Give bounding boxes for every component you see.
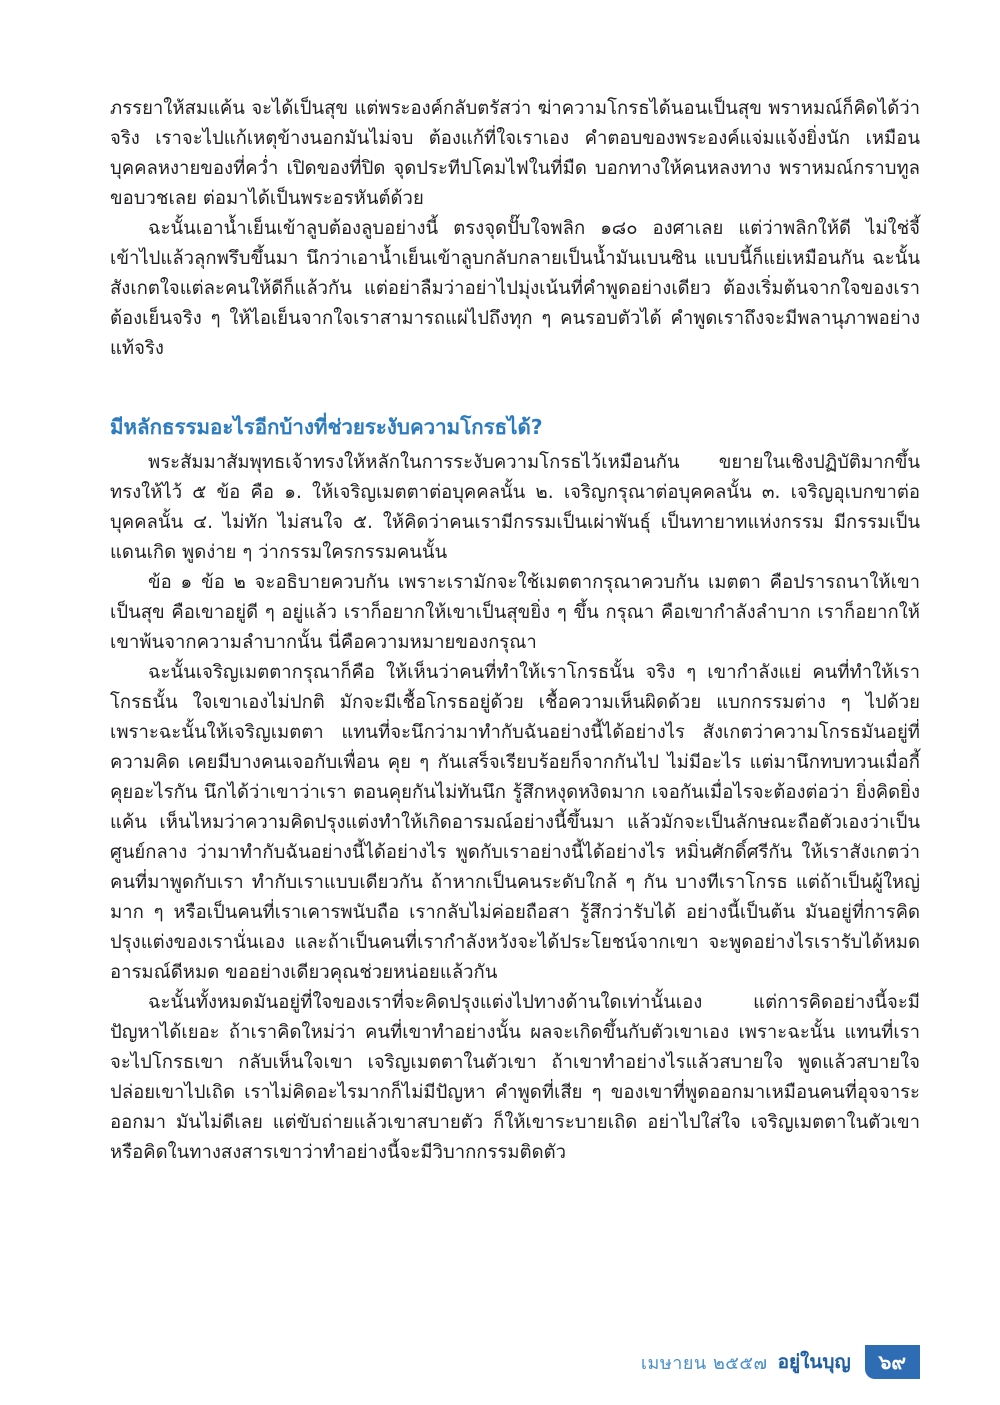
- page-footer: [641, 1342, 920, 1382]
- paragraph-intro-2: ฉะนั้นเอาน้ำเย็นเข้าลูบต้องลูบอย่างนี้ ตรงจุดปั๊บใจพลิก ๑๘๐ องศาเลย แต่ว่าพลิกให้ดี ไม่ใช่จี้เข้าไปแล้วลุกพรึบขึ้นมา นึกว่าเอาน้ำเย็นเข้าลูบกลับกลายเป็นน้ำมันเบนซิน แบบนี้ก็แย่เหมือนกัน ฉะนั้นสังเกตใจแต่ละคนให้ดีก็แล้วกัน แต่อย่าลืมว่าอย่าไปมุ่งเน้นที่คำพูดอย่างเดียว ต้องเริ่มต้นจากใจของเราต้องเย็นจริง ๆ ให้ไอเย็นจากใจเราสามารถแผ่ไปถึงทุก ๆ คนรอบตัวได้ คำพูดเราถึงจะมีพลานุภาพอย่างแท้จริง: [110, 218, 920, 359]
- paragraph-body-4: ฉะนั้นทั้งหมดมันอยู่ที่ใจของเราที่จะคิดปรุงแต่งไปทางด้านใดเท่านั้นเอง แต่การคิดอย่างนี้จะมีปัญหาได้เยอะ ถ้าเราคิดใหม่ว่า คนที่เขาทำอย่างนั้น ผลจะเกิดขึ้นกับตัวเขาเอง เพราะฉะนั้น แทนที่เราจะไปโกรธเขา กลับเห็นใจเขา เจริญเมตตาในตัวเขา ถ้าเขาทำอย่างไรแล้วสบายใจ พูดแล้วสบายใจ ปล่อยเขาไปเถิด เราไม่คิดอะไรมากก็ไม่มีปัญหา คำพูดที่เสีย ๆ ของเขาที่พูดออกมาเหมือนคนที่อุจจาระออกมา มันไม่ดีเลย แต่ขับถ่ายแล้วเขาสบายตัว ก็ให้เขาระบายเถิด อย่าไปใส่ใจ เจริญเมตตาในตัวเขา หรือคิดในทางสงสารเขาว่าทำอย่างนี้จะมีวิบากกรรมติดตัว: [110, 992, 920, 1163]
- page-number-badge: ๖๙: [865, 1345, 920, 1379]
- paragraph-body-1: พระสัมมาสัมพุทธเจ้าทรงให้หลักในการระงับความโกรธไว้เหมือนกัน ขยายในเชิงปฏิบัติมากขึ้น ทรงให้ไว้ ๕ ข้อ คือ ๑. ให้เจริญเมตตาต่อบุคคลนั้น ๒. เจริญกรุณาต่อบุคคลนั้น ๓. เจริญอุเบกขาต่อบุคคลนั้น ๔. ไม่ทัก ไม่สนใจ ๕. ให้คิดว่าคนเรามีกรรมเป็นเผ่าพันธุ์ เป็นทายาทแห่งกรรม มีกรรมเป็นแดนเกิด พูดง่าย ๆ ว่ากรรมใครกรรมคนนั้น: [110, 452, 920, 563]
- footer-magazine-title: อยู่ในบุญ: [777, 1351, 851, 1373]
- paragraph-body-3: ฉะนั้นเจริญเมตตากรุณาก็คือ ให้เห็นว่าคนที่ทำให้เราโกรธนั้น จริง ๆ เขากำลังแย่ คนที่ทำให้เราโกรธนั้น ใจเขาเองไม่ปกติ มักจะมีเชื้อโกรธอยู่ด้วย เชื้อความเห็นผิดด้วย แบกกรรมต่าง ๆ ไปด้วย เพราะฉะนั้นให้เจริญเมตตา แทนที่จะนึกว่ามาทำกับฉันอย่างนี้ได้อย่างไร สังเกตว่าความโกรธมันอยู่ที่ความคิด เคยมีบางคนเจอกับเพื่อน คุย ๆ กันเสร็จเรียบร้อยก็จากกันไป ไม่มีอะไร แต่มานึกทบทวนเมื่อกี้คุยอะไรกัน นึกได้ว่าเขาว่าเรา ตอนคุยกันไม่ทันนึก รู้สึกหงุดหงิดมาก เจอกันเมื่อไรจะต้องต่อว่า ยิ่งคิดยิ่งแค้น เห็นไหมว่าความคิดปรุงแต่งทำให้เกิดอารมณ์อย่างนี้ขึ้นมา แล้วมักจะเป็นลักษณะถือตัวเองว่าเป็นศูนย์กลาง ว่ามาทำกับฉันอย่างนี้ได้อย่างไร พูดกับเราอย่างนี้ได้อย่างไร หมิ่นศักดิ์ศรีกัน ให้เราสังเกตว่าคนที่มาพูดกับเรา ทำกับเราแบบเดียวกัน ถ้าหากเป็นคนระดับใกล้ ๆ กัน บางทีเราโกรธ แต่ถ้าเป็นผู้ใหญ่มาก ๆ หรือเป็นคนที่เราเคารพนับถือ เรากลับไม่ค่อยถือสา รู้สึกว่ารับได้ อย่างนี้เป็นต้น มันอยู่ที่การคิดปรุงแต่งของเรานั่นเอง และถ้าเป็นคนที่เรากำลังหวังจะได้ประโยชน์จากเขา จะพูดอย่างไรเรารับได้หมด อารมณ์ดีหมด ขออย่างเดียวคุณช่วยหน่อยแล้วกัน: [110, 662, 920, 983]
- article-body: [110, 94, 920, 1168]
- footer-date: เมษายน ๒๕๕๗: [640, 1352, 768, 1374]
- paragraph-intro-1: ภรรยาให้สมแค้น จะได้เป็นสุข แต่พระองค์กลับตรัสว่า ฆ่าความโกรธได้นอนเป็นสุข พราหมณ์ก็คิดได้ว่าจริง เราจะไปแก้เหตุข้างนอกมันไม่จบ ต้องแก้ที่ใจเราเอง คำตอบของพระองค์แจ่มแจ้งยิ่งนัก เหมือนบุคคลหงายของที่คว่ำ เปิดของที่ปิด จุดประทีปโคมไฟในที่มืด บอกทางให้คนหลงทาง พราหมณ์กราบทูลขอบวชเลย ต่อมาได้เป็นพระอรหันต์ด้วย: [110, 98, 920, 209]
- paragraph-body-2: ข้อ ๑ ข้อ ๒ จะอธิบายควบกัน เพราะเรามักจะใช้เมตตากรุณาควบกัน เมตตา คือปรารถนาให้เขาเป็นสุข คือเขาอยู่ดี ๆ อยู่แล้ว เราก็อยากให้เขาเป็นสุขยิ่ง ๆ ขึ้น กรุณา คือเขากำลังลำบาก เราก็อยากให้เขาพ้นจากความลำบากนั้น นี่คือความหมายของกรุณา: [110, 572, 920, 653]
- section-heading: มีหลักธรรมอะไรอีกบ้างที่ช่วยระงับความโกรธได้?: [110, 415, 543, 439]
